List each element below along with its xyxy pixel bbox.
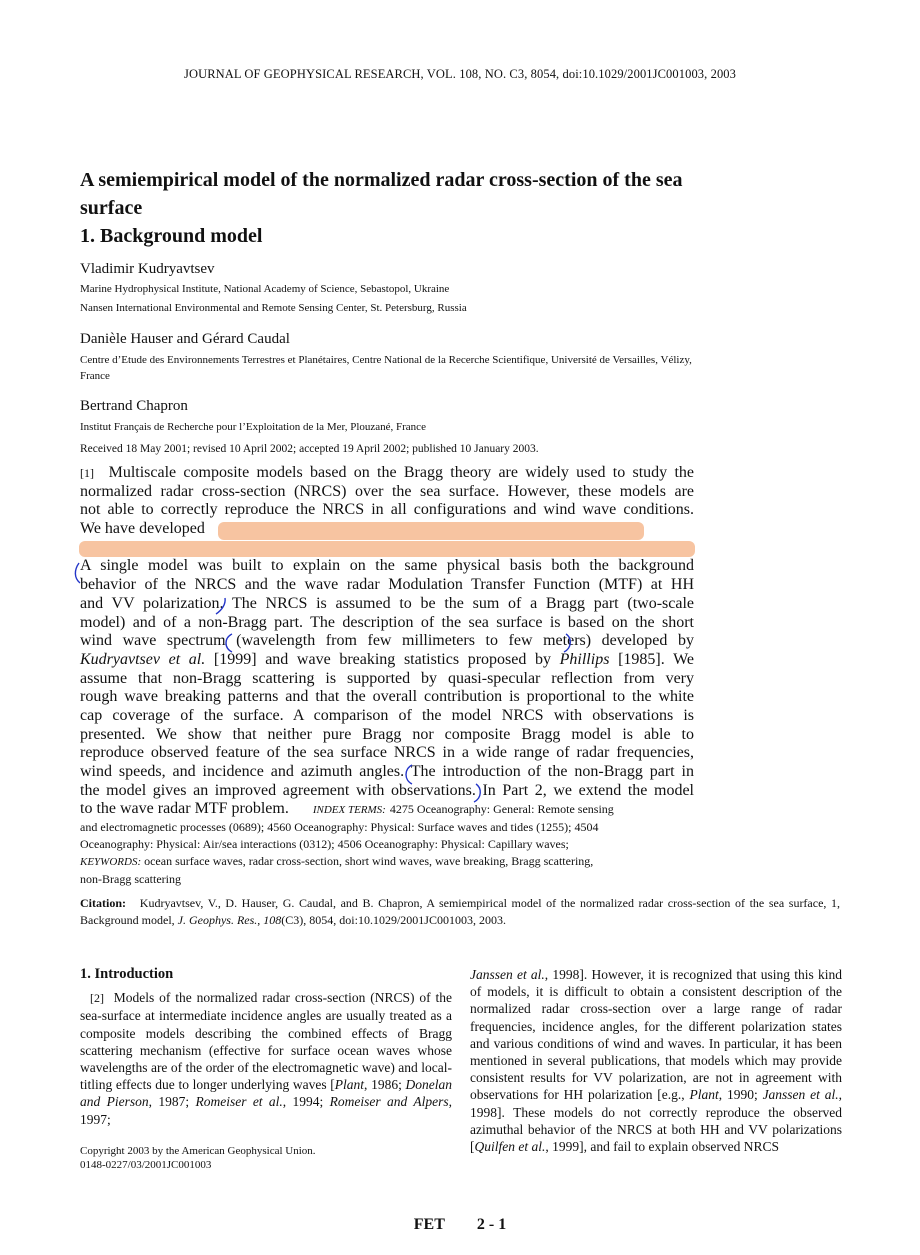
abstract-line: reproduce observed feature of the sea surface NRCS in a wide range of radar frequencies,: [80, 744, 694, 762]
citation-ref[interactable]: Janssen et al.: [470, 967, 545, 982]
abstract-line: behavior of the NRCS and the wave radar Modulation Transfer Function (MTF) at HH: [80, 576, 694, 594]
author-name: Danièle Hauser and Gérard Caudal: [80, 331, 290, 347]
citation-ref[interactable]: Quilfen et al.: [474, 1139, 546, 1155]
author-name: Bertrand Chapron: [80, 398, 188, 414]
citation-text: Kudryavtsev, V., D. Hauser, G. Caudal, and B. Chapron, A semiempirical model of the normalized radar cross-section of the sea surface, 1, Background model,: [80, 896, 841, 927]
pen-bracket: [474, 784, 480, 802]
citation-ref[interactable]: Plant: [689, 1087, 719, 1103]
citation-ref[interactable]: Donelan and Pierson: [80, 1077, 452, 1110]
pen-bracket: [75, 563, 80, 583]
intro-text: , 1986;: [364, 1077, 406, 1093]
pen-bracket: [226, 634, 232, 652]
abstract-line: presented. We show that neither pure Bragg nor composite Bragg model is able to: [80, 725, 694, 743]
citation-text: (C3), 8054, doi:10.1029/2001JC001003, 2003.: [281, 913, 506, 927]
index-terms-text: 4275 Oceanography: General: Remote sensing: [389, 802, 614, 817]
citation-ref[interactable]: Phillips: [559, 650, 610, 668]
abstract-line: and VV polarization. The NRCS is assumed to be the sum of a Bragg part (two-scale: [80, 594, 694, 612]
title-line-1: A semiempirical model of the normalized radar cross-section of the sea: [80, 169, 683, 191]
intro-text: , 1999], and fail to explain observed NRCS: [545, 1139, 779, 1155]
author-affiliation: Nansen International Environmental and Remote Sensing Center, St. Petersburg, Russia: [80, 302, 467, 314]
abstract-text: to the wave radar MTF problem.: [80, 800, 289, 818]
abstract-text: Multiscale composite models based on the Bragg theory are widely used to study the: [108, 464, 694, 481]
abstract-line: the model gives an improved agreement with observations. In Part 2, we extend the model: [80, 781, 694, 799]
section-heading: 1. Introduction: [80, 966, 174, 982]
abstract-line: model) and of a non-Bragg part. The description of the sea surface is based on the short: [80, 613, 694, 631]
footer-section: FET: [413, 1216, 445, 1233]
abstract-line: assume that non-Bragg scattering is supported by quasi-specular reflection from very: [80, 669, 694, 687]
citation-ref[interactable]: Romeiser et al.: [195, 1094, 283, 1110]
intro-text: Models of the normalized radar cross-section (NRCS) of the sea-surface at intermediate incidence angles are usually treated as a composite models describing the combined effects of Bragg scattering mechanism (effective for surface ocean waves whose wavelengths are of the order of the electromagnetic wave) and local-titling effects due to longer underlying waves [: [80, 990, 452, 1093]
author-affiliation: Institut Français de Recherche pour l’Exploitation de la Mer, Plouzané, France: [80, 421, 426, 433]
intro-text: , 1990;: [718, 1087, 763, 1103]
intro-text: , 1998]. However, it is recognized that using this kind of models, it is difficult to obtain a consistent description of the normalized radar cross-section over a large range of radar frequencies, incidence angles, for the different polarization states and various conditions of wind and waves. In particular, it has been mentioned in several publications, that models which may provide consistent results for VV polarization, are not in agreement with observations for HH polarization [e.g.,: [470, 967, 842, 1103]
copyright-line: 0148-0227/03/2001JC001003: [80, 1159, 212, 1171]
index-terms-label: INDEX TERMS:: [312, 804, 386, 817]
citation-journal: J. Geophys. Res.: [177, 913, 258, 927]
citation-block: Citation: Kudryavtsev, V., D. Hauser, G. Caudal, and B. Chapron, A semiempirical model of the normalized radar cross-section of the sea surface, 1, Background model, J. Geophys. Res., 108(C3), 8054, doi:10.1029/2001JC001003, 2003.: [80, 896, 841, 927]
pen-bracket: [564, 634, 570, 652]
index-terms-line: Oceanography: Physical: Air/sea interactions (0312); 4506 Oceanography: Physical: Capillary waves;: [80, 837, 569, 851]
footer-page: 2 - 1: [476, 1216, 507, 1233]
title-line-2: surface: [80, 197, 143, 219]
author-affiliation: Marine Hydrophysical Institute, National Academy of Science, Sebastopol, Ukraine: [80, 283, 450, 295]
keywords-label: KEYWORDS:: [80, 856, 142, 868]
abstract-line: A single model was built to explain on the same physical basis both the background: [80, 557, 694, 575]
citation-ref[interactable]: Kudryavtsev et al.: [80, 650, 206, 668]
abstract-text: [1985]. We: [618, 650, 694, 668]
intro-text: , 1994;: [282, 1094, 330, 1110]
paragraph-number: [1]: [80, 466, 94, 480]
abstract-line: We have developed: [80, 520, 205, 538]
abstract-line: not able to correctly reproduce the NRCS in all configurations and wind wave conditions.: [80, 501, 694, 519]
keywords-line: non-Bragg scattering: [80, 872, 181, 886]
title-line-3: 1. Background model: [80, 225, 263, 247]
pen-bracket: [216, 598, 225, 614]
index-terms-line: and electromagnetic processes (0689); 4560 Oceanography: Physical: Surface waves and tides (1255); 4504: [80, 820, 599, 834]
author-affiliation: Centre d’Etude des Environnements Terrestres et Planétaires, Centre National de la Recerche Scientifique, Université de Versailles, Vélizy, France: [80, 354, 692, 382]
paragraph-number: [2]: [90, 991, 104, 1006]
received-dates: Received 18 May 2001; revised 10 April 2002; accepted 19 April 2002; published 10 January 2003.: [80, 443, 539, 455]
abstract-line: cap coverage of the surface. A comparison of the model NRCS with observations is: [80, 706, 694, 724]
intro-text: , 1998]. These models do not correctly reproduce the observed azimuthal behavior of the NRCS at both HH and VV polarizations [: [470, 1087, 842, 1155]
citation-ref[interactable]: Romeiser and Alpers: [329, 1094, 449, 1110]
citation-ref[interactable]: Plant: [334, 1077, 365, 1093]
keywords-text: ocean surface waves, radar cross-section, short wind waves, wave breaking, Bragg scattering,: [144, 854, 594, 868]
abstract-line: wind wave spectrum (wavelength from few millimeters to few meters) developed by: [80, 632, 694, 650]
citation-ref[interactable]: Janssen et al.: [762, 1087, 839, 1103]
author-name: Vladimir Kudryavtsev: [80, 261, 215, 277]
citation-volume: 108: [263, 913, 282, 927]
abstract-line: normalized radar cross-section (NRCS) over the sea surface. However, these models are: [80, 482, 694, 500]
journal-header: JOURNAL OF GEOPHYSICAL RESEARCH, VOL. 108, NO. C3, 8054, doi:10.1029/2001JC001003, 2003: [183, 67, 737, 81]
citation-label: Citation:: [80, 896, 126, 910]
copyright-line: Copyright 2003 by the American Geophysical Union.: [80, 1145, 316, 1157]
abstract-text: [1999] and wave breaking statistics proposed by: [213, 650, 551, 668]
abstract-line: wind speeds, and incidence and azimuth angles. The introduction of the non-Bragg part in: [80, 763, 694, 780]
intro-text: , 1987;: [148, 1094, 196, 1110]
pen-bracket: [406, 765, 412, 784]
intro-text: , 1997;: [80, 1094, 452, 1127]
abstract-line: rough wave breaking patterns and that the overall contribution is proportional to the white: [80, 688, 694, 706]
